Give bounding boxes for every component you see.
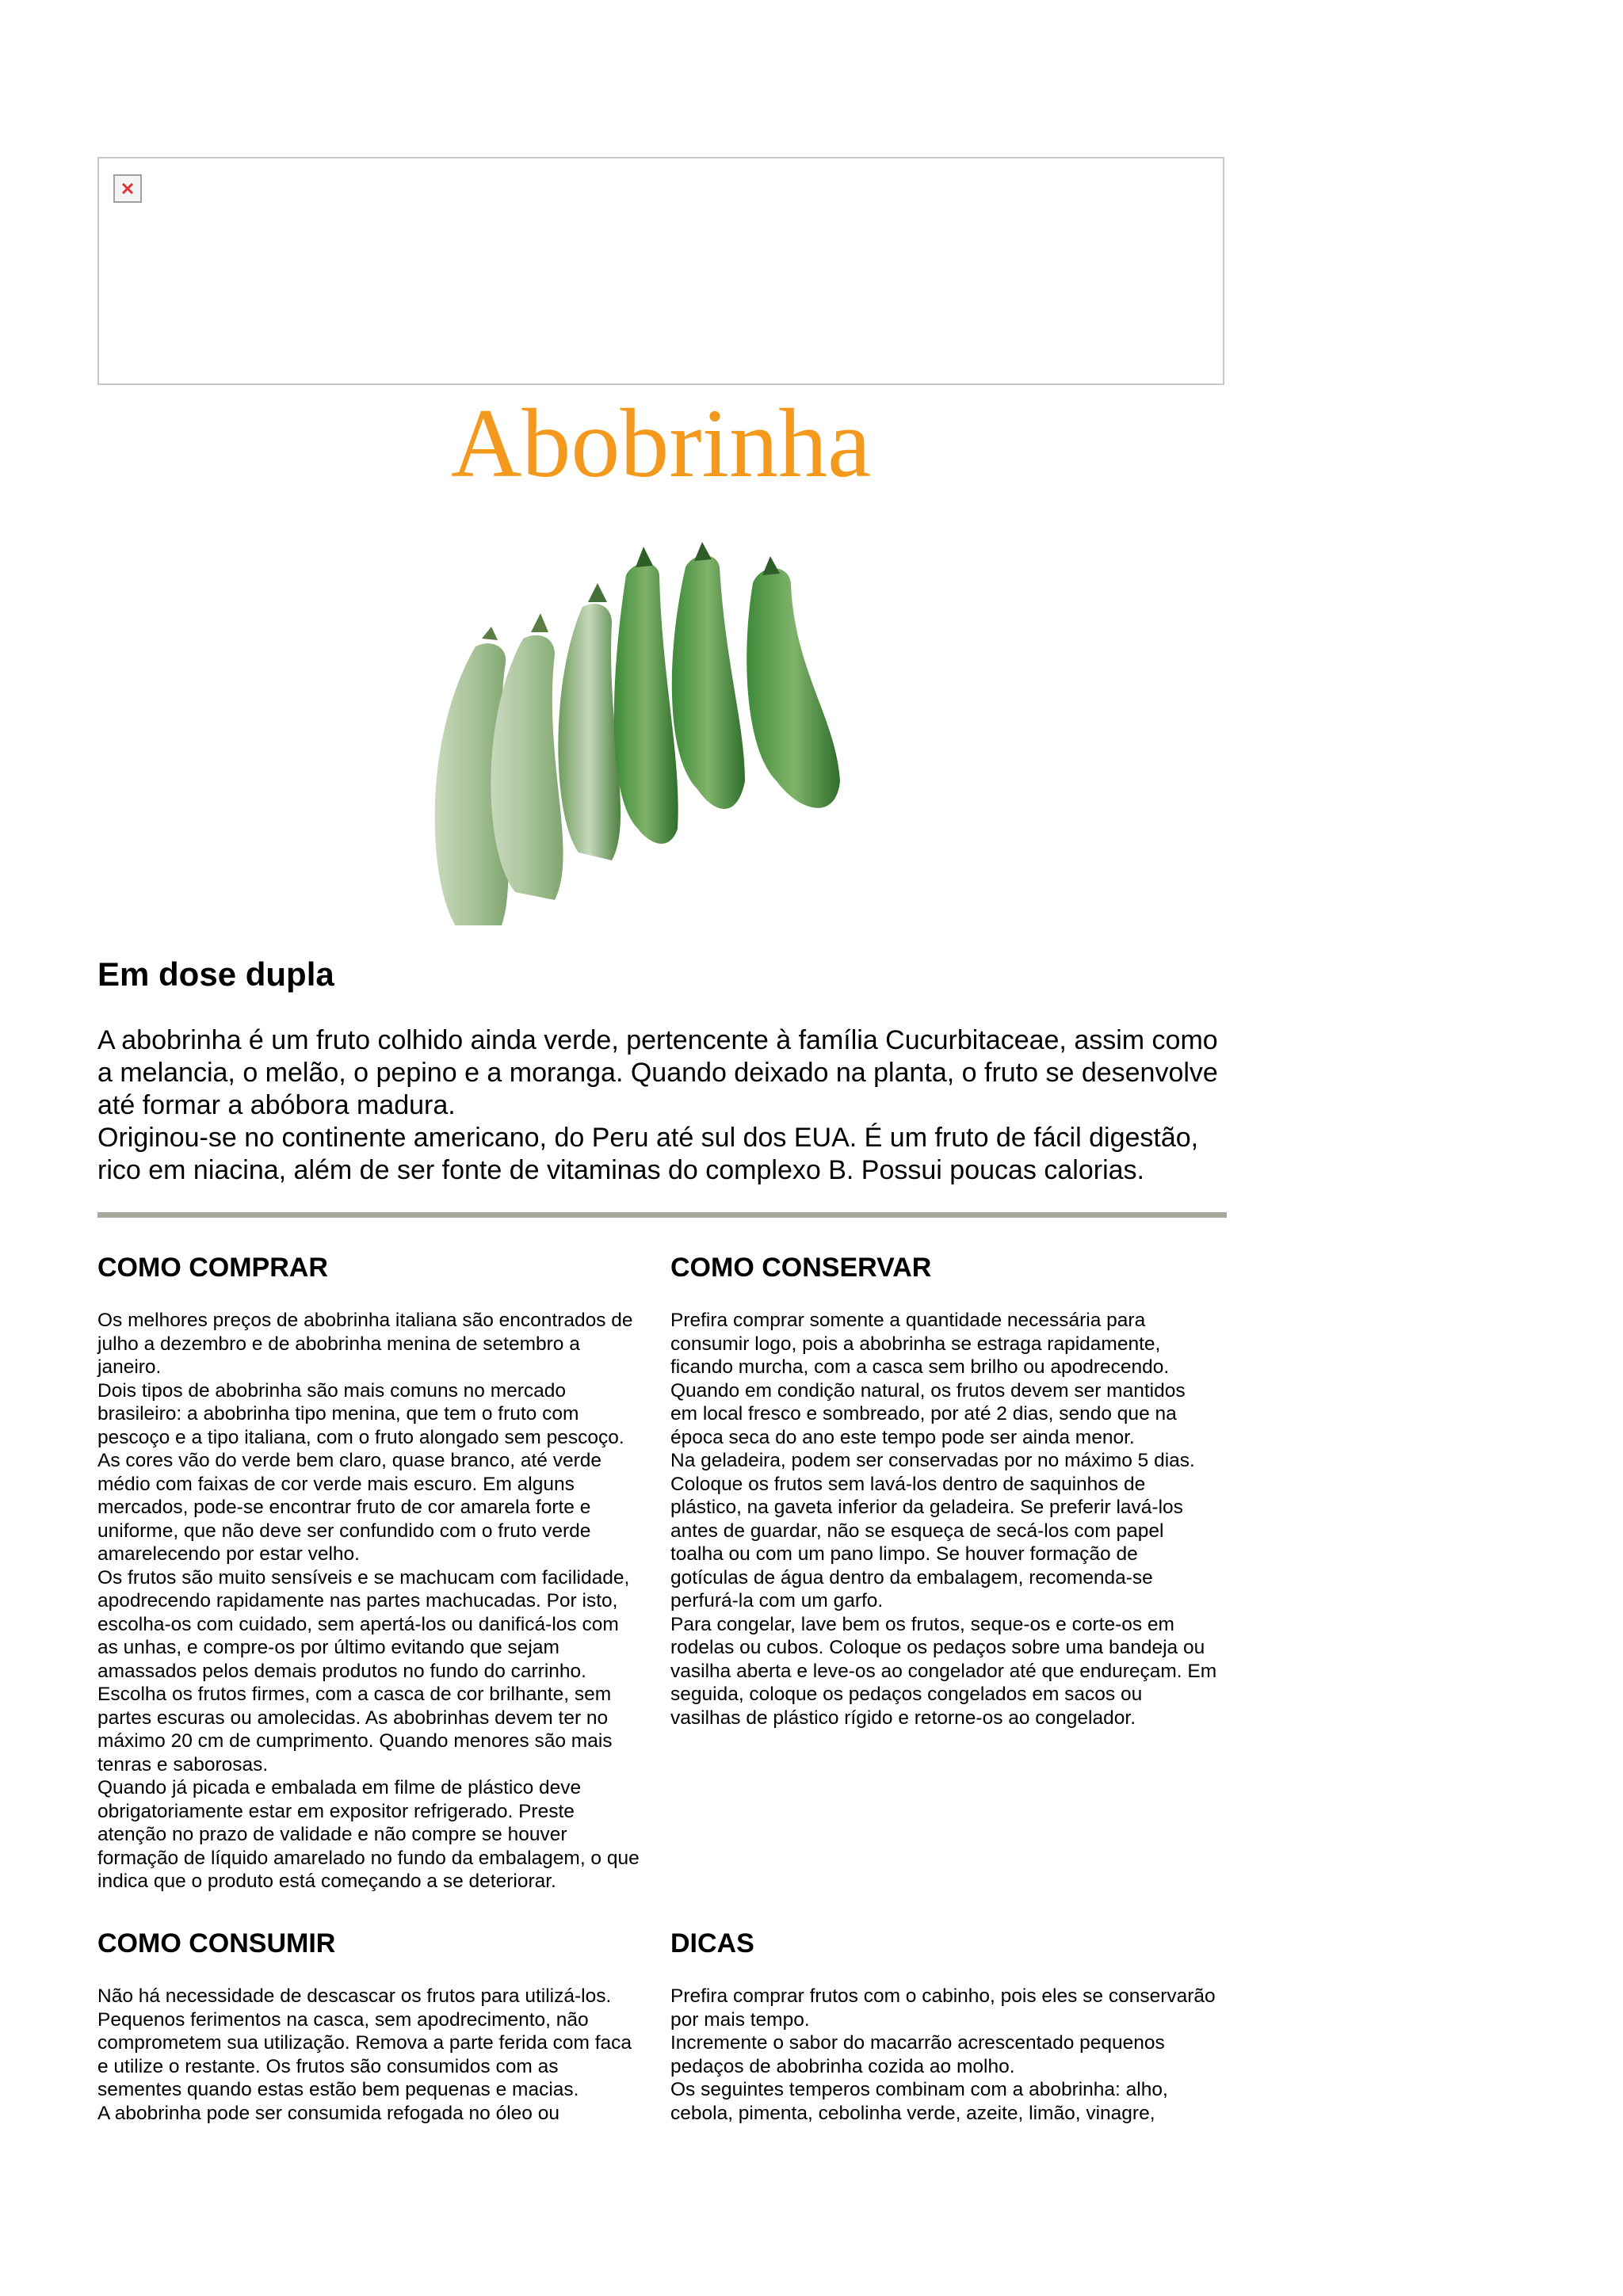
section-paragraph: Escolha os frutos firmes, com a casca de cor brilhante, sem partes escuras ou amolecidas. As abobrinhas devem ter no máximo 20 cm de cumprimento. Quando menores são mais tenras e saborosas. [97, 1684, 613, 1775]
section-como-comprar [97, 1250, 644, 1894]
intro-paragraph: Originou-se no continente americano, do Peru até sul dos EUA. É um fruto de fácil digestão, rico em niacina, além de ser fonte de vitaminas do complexo B. Possui poucas calorias. [97, 1123, 1199, 1185]
section-heading: COMO CONSUMIR [97, 1928, 336, 1958]
section-paragraph: Dois tipos de abobrinha são mais comuns no mercado brasileiro: a abobrinha tipo menina, que tem o fruto com pescoço e a tipo italiana, com o fruto alongado sem pescoço. As cores vão do verde bem claro, quase branco, até verde médio com faixas de cor verde mais escuro. Em alguns mercados, pode-se encontrar fruto de cor amarela forte e uniforme, que não deve ser confundido com o fruto verde amarelecendo por estar velho. [97, 1379, 624, 1565]
intro-heading: Em dose dupla [97, 955, 334, 993]
section-body [97, 1985, 644, 2125]
page-title: Abobrinha [450, 389, 872, 498]
section-paragraph: Não há necessidade de descascar os frutos para utilizá-los. Pequenos ferimentos na casca, sem apodrecimento, não comprometem sua utilização. Remova a parte ferida com faca e utilize o restante. Os frutos são consumidos com as sementes quando estas estão bem pequenas e macias. [97, 1985, 632, 2100]
section-paragraph: Para congelar, lave bem os frutos, seque-os e corte-os em rodelas ou cubos. Coloque os pedaços sobre uma bandeja ou vasilha aberta e leve-os ao congelador até que endureçam. Em seguida, coloque os pedaços congelados em sacos ou vasilhas de plástico rígido e retorne-os ao congelador. [670, 1613, 1217, 1729]
section-paragraph: Os seguintes temperos combinam com a abobrinha: alho, cebola, pimenta, cebolinha verde, azeite, limão, vinagre, [670, 2079, 1168, 2124]
section-paragraph: Os frutos são muito sensíveis e se machucam com facilidade, apodrecendo rapidamente nas partes machucadas. Por isto, escolha-os com cuidado, sem apertá-los ou danificá-los com as unhas, e compre-os por último evitando que sejam amassados pelos demais produtos no fundo do carrinho. [97, 1566, 630, 1682]
section-divider [97, 1212, 1227, 1218]
section-body [670, 1309, 1217, 1730]
section-body [670, 1985, 1217, 2125]
section-paragraph: A abobrinha pode ser consumida refogada no óleo ou [97, 2102, 559, 2124]
section-paragraph: Quando em condição natural, os frutos devem ser mantidos em local fresco e sombreado, por até 2 dias, sendo que na época seca do ano este tempo pode ser ainda menor. [670, 1379, 1186, 1448]
section-paragraph: Prefira comprar frutos com o cabinho, pois eles se conservarão por mais tempo. [670, 1985, 1216, 2031]
zucchini-photo [404, 520, 919, 925]
section-paragraph: Os melhores preços de abobrinha italiana são encontrados de julho a dezembro e de abobrinha menina de setembro a janeiro. [97, 1310, 633, 1378]
section-heading: DICAS [670, 1928, 754, 1958]
section-como-conservar [670, 1250, 1217, 1730]
section-paragraph: Incremente o sabor do macarrão acrescentado pequenos pedaços de abobrinha cozida ao molho. [670, 2032, 1165, 2077]
section-paragraph: Prefira comprar somente a quantidade necessária para consumir logo, pois a abobrinha se estraga rapidamente, ficando murcha, com a casca sem brilho ou apodrecendo. [670, 1310, 1170, 1378]
intro-paragraph: A abobrinha é um fruto colhido ainda verde, pertencente à família Cucurbitaceae, assim como a melancia, o melão, o pepino e a moranga. Quando deixado na planta, o fruto se desenvolve até formar a abóbora madura. [97, 1025, 1218, 1120]
section-paragraph: Quando já picada e embalada em filme de plástico deve obrigatoriamente estar em expositor refrigerado. Preste atenção no prazo de validade e não compre se houver formação de líquido amarelado no fundo da embalagem, o que indica que o produto está começando a se deteriorar. [97, 1777, 640, 1892]
section-dicas [670, 1926, 1217, 2125]
section-como-consumir [97, 1926, 644, 2125]
section-body [97, 1309, 644, 1894]
intro-text [97, 1024, 1231, 1187]
broken-image-icon [113, 174, 142, 203]
section-heading: COMO COMPRAR [97, 1253, 328, 1283]
section-paragraph: Na geladeira, podem ser conservadas por no máximo 5 dias. Coloque os frutos sem lavá-los dentro de saquinhos de plástico, na gaveta inferior da geladeira. Se preferir lavá-los antes de guardar, não se esqueça de secá-los com papel toalha ou com um pano limpo. Se houver formação de gotículas de água dentro da embalagem, recomenda-se perfurá-la com um garfo. [670, 1450, 1195, 1611]
banner-image-placeholder [97, 157, 1224, 385]
section-heading: COMO CONSERVAR [670, 1253, 932, 1283]
